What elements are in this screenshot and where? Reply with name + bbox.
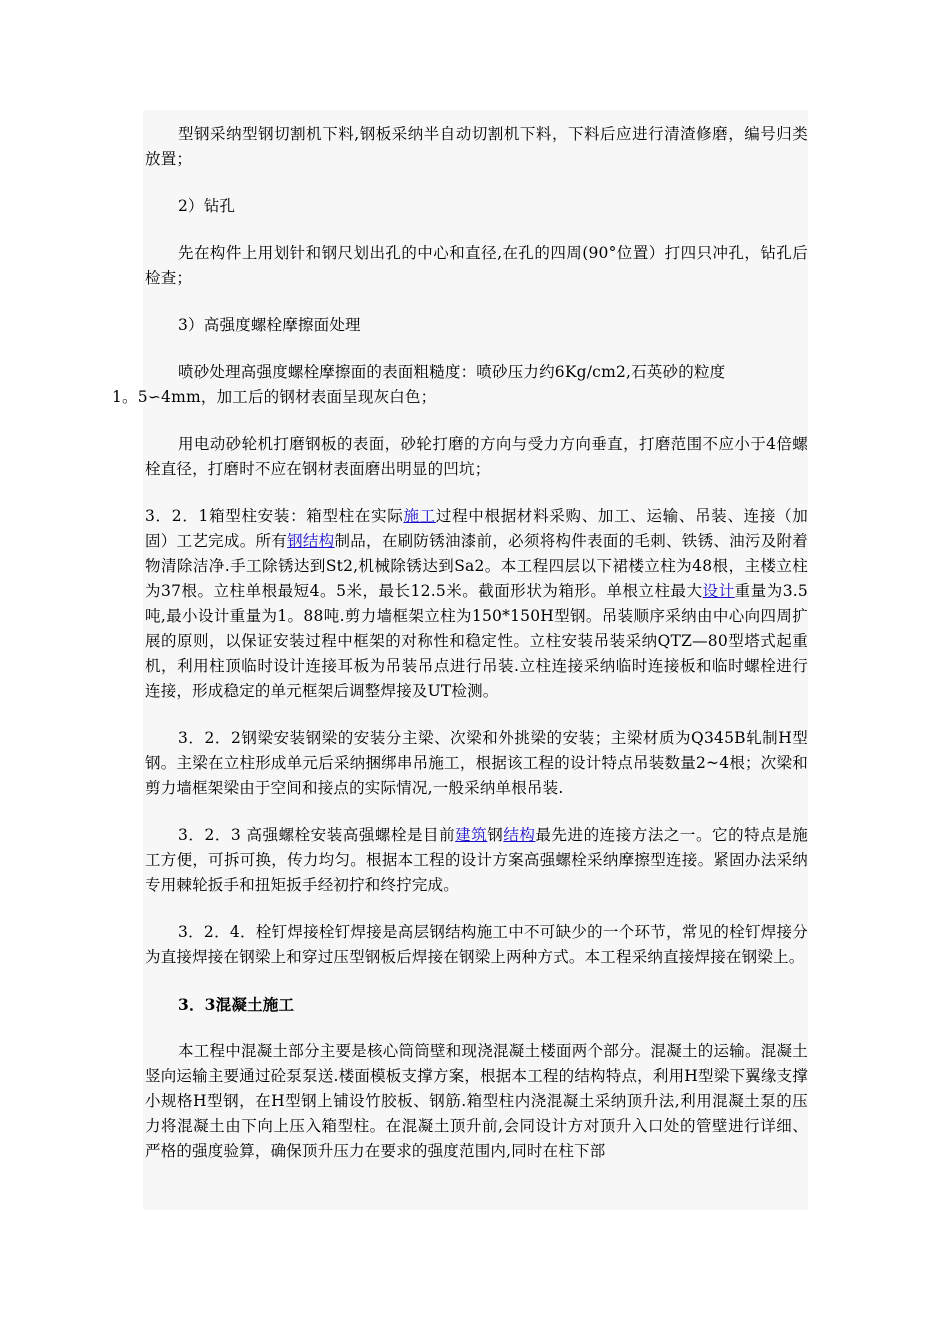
paragraph-text: 先在构件上用划针和钢尺划出孔的中心和直径,在孔的四周(90°位置）打四只冲孔，钻孔后检查； <box>145 244 808 287</box>
link-structure[interactable]: 结构 <box>503 826 536 844</box>
paragraph-text: 3．2．4．栓钉焊接栓钉焊接是高层钢结构施工中不可缺少的一个环节，常见的栓钉焊接分为直接焊接在钢梁上和穿过压型钢板后焊接在钢梁上两种方式。本工程采纳直接焊接在钢梁上。 <box>145 923 808 966</box>
paragraph-box-column-installation <box>145 504 808 704</box>
step-drilling-heading <box>145 194 808 219</box>
paragraph-text: 型钢采纳型钢切割机下料,钢板采纳半自动切割机下料，下料后应进行清渣修磨，编号归类放置； <box>145 125 808 168</box>
link-steel-structure[interactable]: 钢结构 <box>287 532 335 550</box>
link-construction[interactable]: 施工 <box>403 507 436 525</box>
step-friction-surface-heading <box>145 313 808 338</box>
paragraph-text: 过程中根据材料采购、加工、运输、吊装、连接（加固）工艺完成。所有 <box>145 507 808 550</box>
paragraph-text-line1: 喷砂处理高强度螺栓摩擦面的表面粗糙度：喷砂压力约6Kg/cm2,石英砂的粒度 <box>178 363 726 381</box>
link-design[interactable]: 设计 <box>702 582 735 600</box>
paragraph-drilling <box>145 241 808 291</box>
paragraph-concrete-construction <box>145 1039 808 1164</box>
paragraph-steel-beam-installation <box>145 726 808 801</box>
paragraph-text: 本工程中混凝土部分主要是核心筒筒壁和现浇混凝土楼面两个部分。混凝土的运输。混凝土竖向运输主要通过砼泵泵送.楼面模板支撑方案，根据本工程的结构特点，利用H型梁下翼缘支撑小规格H型钢，在H型钢上铺设竹胶板、钢筋.箱型柱内浇混凝土采纳顶升法,利用混凝土泵的压力将混凝土由下向上压入箱型柱。在混凝土顶升前,会同设计方对顶升入口处的管壁进行详细、严格的强度验算，确保顶升压力在要求的强度范围内,同时在柱下部 <box>145 1042 808 1160</box>
paragraph-text: 最先进的连接方法之一。它的特点是施工方便，可拆可换，传力均匀。根据本工程的设计方案高强螺栓采纳摩擦型连接。紧固办法采纳专用棘轮扳手和扭矩扳手经初拧和终拧完成。 <box>145 826 808 894</box>
paragraph-text: 3．2．3 高强螺栓安装高强螺栓是目前 <box>178 826 456 844</box>
paragraph-text: 钢 <box>487 826 504 844</box>
paragraph-high-strength-bolts <box>145 823 808 898</box>
paragraph-text: 用电动砂轮机打磨钢板的表面，砂轮打磨的方向与受力方向垂直，打磨范围不应小于4倍螺栓直径，打磨时不应在钢材表面磨出明显的凹坑； <box>145 435 808 478</box>
paragraph-sandblasting <box>112 360 808 410</box>
step-label: 2）钻孔 <box>178 197 236 215</box>
paragraph-text: 3．2．1箱型柱安装：箱型柱在实际 <box>145 507 404 525</box>
paragraph-text: 3．2．2钢梁安装钢梁的安装分主梁、次梁和外挑梁的安装；主梁材质为Q345B轧制H型钢。主梁在立柱形成单元后采纳捆绑串吊施工，根据该工程的设计特点吊装数量2~4根；次梁和剪力墙框架梁由于空间和接点的实际情况,一般采纳单根吊装. <box>145 729 808 797</box>
paragraph-text: 制品，在刷防锈油漆前，必须将构件表面的毛刺、铁锈、油污及附着物清除洁净.手工除锈达到St2,机械除锈达到Sa2。本工程四层以下裙楼立柱为48根，主楼立柱为37根。立柱单根最短4。5米，最长12.5米。截面形状为箱形。单根立柱最大 <box>145 532 808 600</box>
section-heading-concrete <box>145 992 808 1017</box>
paragraph-grinding <box>145 432 808 482</box>
document-body <box>112 122 808 1186</box>
paragraph-stud-welding <box>145 920 808 970</box>
paragraph-text-line2: 1。5∽4mm，加工后的钢材表面呈现灰白色； <box>112 388 437 406</box>
section-heading-text: 3．3混凝土施工 <box>178 995 295 1014</box>
link-building[interactable]: 建筑 <box>455 826 488 844</box>
paragraph-cutting <box>145 122 808 172</box>
step-label: 3）高强度螺栓摩擦面处理 <box>178 316 361 334</box>
paragraph-text: 重量为3.5吨,最小设计重量为1。88吨.剪力墙框架立柱为150*150H型钢。吊装顺序采纳由中心向四周扩展的原则，以保证安装过程中框架的对称性和稳定性。立柱安装吊装采纳QTZ—80型塔式起重机，利用柱顶临时设计连接耳板为吊装吊点进行吊装.立柱连接采纳临时连接板和临时螺栓进行连接，形成稳定的单元框架后调整焊接及UT检测。 <box>145 582 808 700</box>
